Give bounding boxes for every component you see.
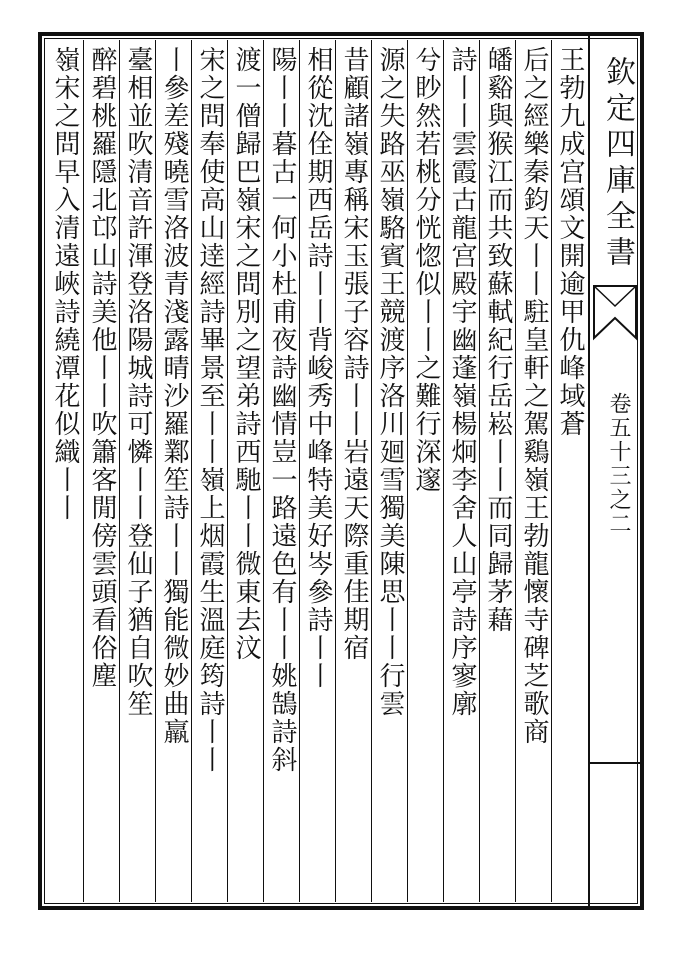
column-divider xyxy=(551,40,552,902)
column-divider xyxy=(83,40,84,902)
text-column-1: 王勃九成宫頌文開逾甲仇峰域蒼 xyxy=(555,46,585,438)
text-column-10: 渡一僧歸巴嶺宋之問別之望弟詩西馳丨丨微東去汶 xyxy=(231,46,261,662)
column-divider xyxy=(443,40,444,902)
text-column-4: 詩丨丨雲霞古龍宫殿宇幽蓬嶺楊炯李舍人山亭詩序寥廓 xyxy=(447,46,477,718)
column-divider xyxy=(119,40,120,902)
volume-label: 卷五十三之二 xyxy=(606,392,631,536)
column-divider xyxy=(263,40,264,902)
column-divider xyxy=(227,40,228,902)
book-title: 欽定四庫全書 xyxy=(600,56,635,272)
text-column-12: 丨參差殘曉雪洛波青淺露晴沙羅鄴笙詩丨丨獨能微妙曲羸 xyxy=(159,46,189,746)
text-column-9: 陽丨丨暮古一何小杜甫夜詩幽情豈一路遠色有丨丨姚鵠詩斜 xyxy=(267,46,297,774)
column-divider xyxy=(155,40,156,902)
margin-rule xyxy=(590,762,642,764)
text-column-11: 宋之問奉使高山逹經詩畢景至丨丨嶺上烟霞生溫庭筠詩丨丨 xyxy=(195,46,225,774)
column-divider xyxy=(299,40,300,902)
text-column-15: 嶺宋之問早入清遠峽詩繞潭花似織丨丨 xyxy=(50,46,80,522)
text-column-16 xyxy=(47,46,48,47)
text-column-2: 后之經樂秦鈞天丨丨駐皇軒之駕鷄嶺王勃龍懷寺碑芝歌商 xyxy=(519,46,549,746)
column-divider xyxy=(515,40,516,902)
column-divider xyxy=(191,40,192,902)
text-column-5: 兮眇然若桃分恍惚似丨丨之難行深邃 xyxy=(411,46,441,494)
column-divider xyxy=(407,40,408,902)
text-column-7: 昔顧諸嶺專稱宋玉張子容詩丨丨岩遠天際重佳期宿 xyxy=(339,46,369,662)
text-column-3: 皤谿與猴江而共致蘇軾紀行岳崧丨丨而同歸茅藉 xyxy=(483,46,513,634)
column-divider xyxy=(335,40,336,902)
fishtail-mark-icon xyxy=(590,282,640,342)
text-column-13: 臺相並吹清音許渾登洛陽城詩可憐丨丨登仙子猶自吹笙 xyxy=(123,46,153,718)
column-divider xyxy=(371,40,372,902)
text-column-6: 源之失路巫嶺駱賓王競渡序洛川廻雪獨美陳思丨丨行雲 xyxy=(375,46,405,718)
text-column-14: 醉碧桃羅隱北邙山詩美他丨丨吹簫客閒傍雲頭看俗塵 xyxy=(87,46,117,690)
column-divider xyxy=(479,40,480,902)
text-column-8: 相從沈佺期西岳詩丨丨背峻秀中峰特美好岑參詩丨丨 xyxy=(303,46,333,690)
